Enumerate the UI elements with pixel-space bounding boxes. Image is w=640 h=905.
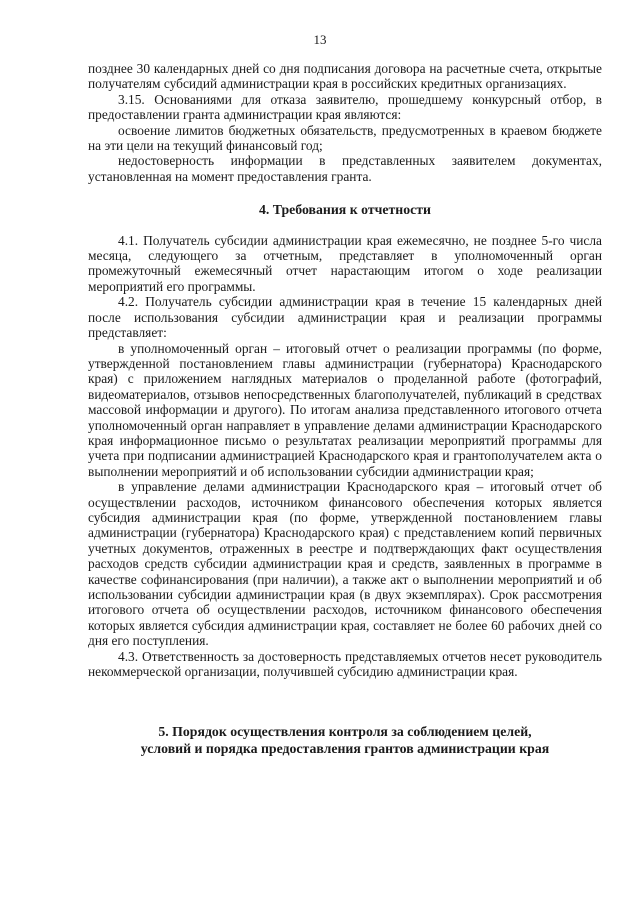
paragraph-4-3: 4.3. Ответственность за достоверность представляемых отчетов несет руководитель некоммерческой организации, получившей субсидию администрации края. [88, 648, 602, 680]
page-number: 13 [313, 32, 327, 47]
paragraph-4-1: 4.1. Получатель субсидии администрации края ежемесячно, не позднее 5-го числа месяца, следующего за отчетным, представляет в уполномоченный орган промежуточный ежемесячный отчет нарастающим итогом о ходе реализации мероприятий его программы. [88, 232, 602, 294]
paragraph-reason-info: недостоверность информации в представленных заявителем документах, установленная на момент предоставления гранта. [88, 153, 602, 184]
section-5-title [88, 723, 602, 757]
paragraph-4-2: 4.2. Получатель субсидии администрации края в течение 15 календарных дней после использования субсидии администрации края и реализации программы представляет: [88, 294, 602, 341]
document-body [88, 61, 602, 757]
section-5-title-line-1: 5. Порядок осуществления контроля за соблюдением целей, [158, 724, 532, 740]
paragraph-3-15: 3.15. Основаниями для отказа заявителю, прошедшему конкурсный отбор, в предоставлении гранта администрации края являются: [88, 91, 602, 123]
paragraph-reason-limits: освоение лимитов бюджетных обязательств, предусмотренных в краевом бюджете на эти цели на текущий финансовый год; [88, 122, 602, 154]
paragraph-4-2-authorized-body: в уполномоченный орган – итоговый отчет о реализации программы (по форме, утвержденной постановлением главы администрации (губернатора) Краснодарского края) с приложением наглядных материалов о проделанной работе (фотографий, видеоматериалов, отзывов непосредственных благополучателей, публикаций в средствах массовой информации и другого). По итогам анализа представленного итогового отчета уполномоченный орган направляет в управление делами администрации Краснодарского края информационное письмо о результатах реализации мероприятий программы для учета при подписании администрацией Краснодарского края и грантополучателем акта о выполнении мероприятий и об использовании субсидии администрации края; [88, 340, 602, 479]
paragraph-continuation: позднее 30 календарных дней со дня подписания договора на расчетные счета, открытые получателям субсидий администрации края в российских кредитных организациях. [88, 61, 602, 92]
paragraph-4-2-administration: в управление делами администрации Краснодарского края – итоговый отчет об осуществлении расходов, источником финансового обеспечения которых является субсидия администрации края (по форме, утвержденной постановлением главы администрации (губернатора) Краснодарского края) с представлением копий первичных учетных документов, отраженных в реестре и подтверждающих факт осуществления расходов средств субсидии администрации края и средств, заявленных в программе в качестве софинансирования (при наличии), а также акт о выполнении мероприятий и об использовании субсидии администрации края (в двух экземплярах). Срок рассмотрения итогового отчета об осуществлении расходов, источником финансового обеспечения которых является субсидия администрации края, составляет не более 60 рабочих дней со дня его поступления. [88, 479, 602, 649]
section-5-title-line-2: условий и порядка предоставления грантов администрации края [140, 741, 550, 757]
section-4-title: 4. Требования к отчетности [259, 202, 431, 218]
